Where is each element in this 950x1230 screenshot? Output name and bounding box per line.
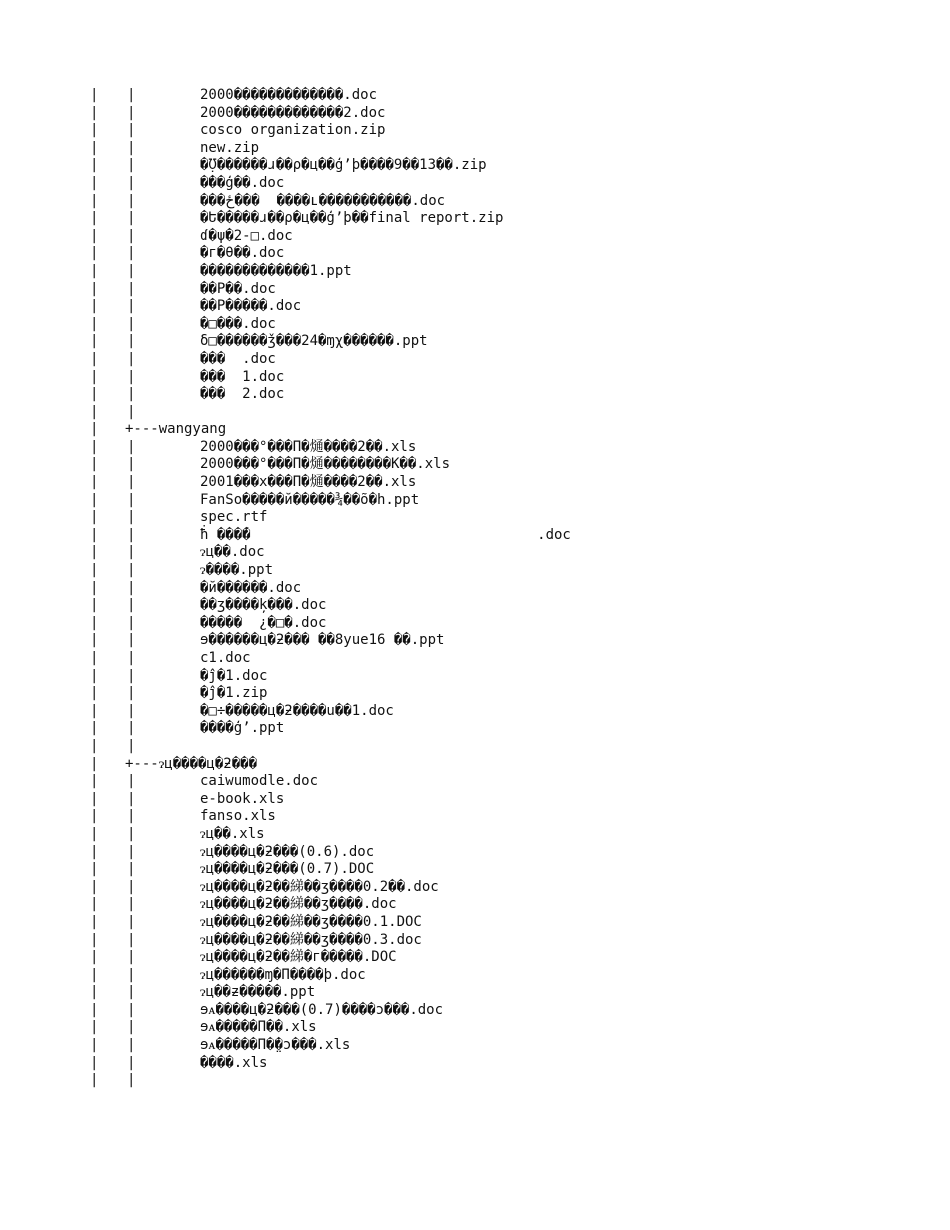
tree-branch-inner: | bbox=[127, 526, 136, 543]
file-name: 2000�������������2.doc bbox=[200, 104, 386, 121]
file-name: ɂц������ɱ�Π����þ.doc bbox=[200, 966, 366, 983]
file-row bbox=[90, 281, 930, 299]
tree-branch-outer: | bbox=[90, 368, 99, 385]
tree-branch-inner: | bbox=[127, 298, 136, 315]
file-name: ɘᴀ�����Π�̤̇�ɔ���.xls bbox=[200, 1037, 351, 1054]
tree-branch-inner: | bbox=[127, 913, 136, 930]
tree-branch-outer: | bbox=[90, 843, 99, 860]
tree-branch-inner: | bbox=[127, 773, 136, 790]
tree-branch-outer: | bbox=[90, 632, 99, 649]
folder-row bbox=[90, 421, 930, 439]
file-name: 2000�������������.doc bbox=[200, 87, 378, 103]
tree-branch-inner: | bbox=[127, 579, 136, 596]
file-row bbox=[90, 949, 930, 967]
tree-branch-outer: | bbox=[90, 456, 99, 473]
file-name: ɂц����ц�ƻ���(0.7).DOC bbox=[200, 861, 375, 878]
tree-branch-inner: | bbox=[127, 737, 136, 754]
tree-branch-outer: | bbox=[90, 1001, 99, 1018]
tree-branch-outer: | bbox=[90, 825, 99, 842]
tree-branch-inner: | bbox=[127, 280, 136, 297]
tree-branch-inner: | bbox=[127, 702, 136, 719]
tree-branch-outer: | bbox=[90, 210, 99, 227]
directory-tree bbox=[90, 87, 930, 1090]
file-row bbox=[90, 1055, 930, 1073]
file-row bbox=[90, 456, 930, 474]
file-row bbox=[90, 175, 930, 193]
tree-branch-outer: | bbox=[90, 139, 99, 156]
file-name: ��Р��.doc bbox=[200, 280, 276, 297]
file-name: ��Р�����.doc bbox=[200, 298, 302, 315]
tree-branch-outer: | bbox=[90, 737, 99, 754]
tree-branch-outer: | bbox=[90, 438, 99, 455]
tree-branch-outer: | bbox=[90, 755, 99, 772]
tree-branch-outer: | bbox=[90, 1072, 99, 1089]
file-row bbox=[90, 509, 930, 527]
tree-branch-inner: | bbox=[127, 350, 136, 367]
file-row bbox=[90, 932, 930, 950]
tree-branch-inner: | bbox=[127, 509, 136, 526]
file-row bbox=[90, 210, 930, 228]
file-row bbox=[90, 140, 930, 158]
folder-name: +---wangyang bbox=[125, 421, 227, 438]
tree-branch-inner: | bbox=[127, 720, 136, 737]
file-name: ɂц����ц�ƻ��綈��ʒ����0.1.DOC bbox=[200, 913, 422, 930]
file-name: spec.rtf bbox=[200, 509, 268, 526]
tree-branch-outer: | bbox=[90, 280, 99, 297]
file-row bbox=[90, 844, 930, 862]
tree-branch-inner: | bbox=[127, 386, 136, 403]
file-row bbox=[90, 826, 930, 844]
file-row bbox=[90, 369, 930, 387]
tree-branch-inner: | bbox=[127, 104, 136, 121]
tree-branch-inner: | bbox=[127, 245, 136, 262]
file-name: �Ե�����ɹ��ρ�ц��ģʼþ��final report.zip bbox=[200, 210, 504, 227]
tree-branch-outer: | bbox=[90, 526, 99, 543]
file-row bbox=[90, 157, 930, 175]
tree-branch-inner: | bbox=[127, 456, 136, 473]
tree-branch-outer: | bbox=[90, 544, 99, 561]
tree-branch-inner: | bbox=[127, 368, 136, 385]
file-row bbox=[90, 562, 930, 580]
tree-branch-outer: | bbox=[90, 773, 99, 790]
file-name: ɂц��.doc bbox=[200, 544, 265, 561]
tree-branch-outer: | bbox=[90, 808, 99, 825]
tree-branch-outer: | bbox=[90, 104, 99, 121]
file-row bbox=[90, 87, 930, 105]
tree-branch-outer: | bbox=[90, 597, 99, 614]
file-name: ɂц����ц�ƻ��綈��ʒ����0.3.doc bbox=[200, 931, 422, 948]
tree-branch-inner: | bbox=[127, 210, 136, 227]
tree-branch-outer: | bbox=[90, 579, 99, 596]
file-name: caiwumodle.doc bbox=[200, 773, 319, 790]
file-row bbox=[90, 1019, 930, 1037]
file-row bbox=[90, 861, 930, 879]
tree-branch-outer: | bbox=[90, 949, 99, 966]
tree-branch-outer: | bbox=[90, 1054, 99, 1071]
file-row bbox=[90, 333, 930, 351]
folder-row bbox=[90, 756, 930, 774]
file-row bbox=[90, 984, 930, 1002]
tree-branch-inner: | bbox=[127, 227, 136, 244]
tree-branch-outer: | bbox=[90, 298, 99, 315]
file-name: ��� 2.doc bbox=[200, 386, 285, 403]
tree-branch-inner: | bbox=[127, 667, 136, 684]
file-row bbox=[90, 105, 930, 123]
file-row bbox=[90, 685, 930, 703]
file-row bbox=[90, 386, 930, 404]
file-row bbox=[90, 896, 930, 914]
file-name: �г�θ��.doc bbox=[200, 245, 285, 262]
tree-branch-inner: | bbox=[127, 949, 136, 966]
file-name: ɘᴀ����ц�ƻ���(0.7)����ɔ���.doc bbox=[200, 1001, 444, 1018]
tree-branch-inner: | bbox=[127, 597, 136, 614]
file-row bbox=[90, 580, 930, 598]
file-name: �й������.doc bbox=[200, 579, 302, 596]
tree-branch-outer: | bbox=[90, 685, 99, 702]
tree-branch-outer: | bbox=[90, 913, 99, 930]
file-name: ɂ����.ppt bbox=[200, 562, 273, 579]
file-name: ɗ�ψ�2-□.doc bbox=[200, 227, 293, 244]
file-name: ɂц��.xls bbox=[200, 825, 265, 842]
file-row bbox=[90, 632, 930, 650]
file-name: ɘ������ц�ƻ��� ��8yue16 ��.ppt bbox=[200, 632, 445, 649]
tree-branch-inner: | bbox=[127, 1019, 136, 1036]
file-row bbox=[90, 914, 930, 932]
file-name: ����ģʼ.ppt bbox=[200, 720, 285, 737]
file-name: ɂц����ц�ƻ��綈��ʒ����.doc bbox=[200, 896, 397, 913]
tree-branch-inner: | bbox=[127, 562, 136, 579]
file-name: fanso.xls bbox=[200, 808, 276, 825]
tree-branch-outer: | bbox=[90, 386, 99, 403]
file-row bbox=[90, 245, 930, 263]
file-row bbox=[90, 808, 930, 826]
tree-branch-inner: | bbox=[127, 650, 136, 666]
file-row bbox=[90, 668, 930, 686]
file-name: ɂц��ƶ�����.ppt bbox=[200, 984, 316, 1001]
file-row bbox=[90, 351, 930, 369]
file-row bbox=[90, 474, 930, 492]
tree-branch-outer: | bbox=[90, 1019, 99, 1036]
tree-branch-inner: | bbox=[127, 790, 136, 807]
tree-branch-inner: | bbox=[127, 685, 136, 702]
file-name: �̣Ʊ������ɹ��ρ�ц��ģʼþ����9��13��.zip bbox=[200, 157, 487, 174]
file-name: ��� .doc bbox=[200, 350, 276, 367]
file-name: �������������1.ppt bbox=[200, 262, 352, 279]
file-name: ɂц����ц�ƻ���(0.6).doc bbox=[200, 843, 375, 860]
connector-row bbox=[90, 1072, 930, 1090]
file-name: ���ځ��� ����ʟ�����������.doc bbox=[200, 192, 446, 209]
file-name: ɂц����ц�ƻ��綈��ʒ����0.2��.doc bbox=[200, 878, 439, 895]
tree-branch-outer: | bbox=[90, 790, 99, 807]
tree-branch-outer: | bbox=[90, 966, 99, 983]
tree-branch-inner: | bbox=[127, 315, 136, 332]
file-name: �ĵ�1.doc bbox=[200, 667, 268, 684]
tree-branch-outer: | bbox=[90, 878, 99, 895]
tree-branch-outer: | bbox=[90, 667, 99, 684]
file-name: �ĵ�1.zip bbox=[200, 685, 268, 702]
tree-branch-inner: | bbox=[127, 474, 136, 491]
file-name: FanSo�����й�����¾��õ�h.ppt bbox=[200, 491, 420, 508]
file-row bbox=[90, 193, 930, 211]
file-name: ẟ□������ǯ���24�ɱχ������.ppt bbox=[200, 333, 428, 350]
file-name: ����.xls bbox=[200, 1054, 268, 1071]
file-row bbox=[90, 650, 930, 668]
tree-branch-inner: | bbox=[127, 861, 136, 878]
tree-branch-outer: | bbox=[90, 122, 99, 139]
tree-branch-inner: | bbox=[127, 825, 136, 842]
tree-branch-outer: | bbox=[90, 562, 99, 579]
tree-branch-outer: | bbox=[90, 87, 99, 103]
tree-branch-outer: | bbox=[90, 474, 99, 491]
file-row bbox=[90, 122, 930, 140]
file-name: new.zip bbox=[200, 139, 260, 156]
tree-branch-outer: | bbox=[90, 192, 99, 209]
tree-branch-inner: | bbox=[127, 843, 136, 860]
tree-branch-outer: | bbox=[90, 896, 99, 913]
file-row bbox=[90, 544, 930, 562]
tree-branch-inner: | bbox=[127, 87, 136, 103]
tree-branch-inner: | bbox=[127, 139, 136, 156]
tree-branch-inner: | bbox=[127, 192, 136, 209]
tree-branch-outer: | bbox=[90, 315, 99, 332]
file-row bbox=[90, 597, 930, 615]
tree-branch-inner: | bbox=[127, 544, 136, 561]
file-row bbox=[90, 492, 930, 510]
file-name: 2001���х���Π�熥����2��.xls bbox=[200, 474, 417, 491]
tree-branch-outer: | bbox=[90, 861, 99, 878]
tree-branch-inner: | bbox=[127, 614, 136, 631]
tree-branch-outer: | bbox=[90, 491, 99, 508]
tree-branch-outer: | bbox=[90, 174, 99, 191]
tree-branch-inner: | bbox=[127, 632, 136, 649]
file-row bbox=[90, 967, 930, 985]
file-name: 2000���°���Π�熥��������Κ��.xls bbox=[200, 456, 451, 473]
tree-branch-outer: | bbox=[90, 720, 99, 737]
tree-branch-inner: | bbox=[127, 1072, 136, 1089]
tree-branch-outer: | bbox=[90, 931, 99, 948]
tree-branch-outer: | bbox=[90, 509, 99, 526]
file-row bbox=[90, 720, 930, 738]
file-name: �̇��ģ��.doc bbox=[200, 174, 285, 191]
tree-branch-outer: | bbox=[90, 157, 99, 174]
file-name: ɂц����ц�ƻ��綈�г�����.DOC bbox=[200, 949, 397, 966]
file-row bbox=[90, 228, 930, 246]
tree-branch-inner: | bbox=[127, 966, 136, 983]
tree-branch-outer: | bbox=[90, 421, 99, 438]
file-name: с1.doc bbox=[200, 650, 251, 666]
tree-branch-inner: | bbox=[127, 896, 136, 913]
tree-branch-inner: | bbox=[127, 1054, 136, 1071]
tree-branch-inner: | bbox=[127, 491, 136, 508]
file-row bbox=[90, 527, 930, 545]
file-row bbox=[90, 1002, 930, 1020]
tree-branch-inner: | bbox=[127, 262, 136, 279]
file-row bbox=[90, 439, 930, 457]
file-row bbox=[90, 879, 930, 897]
tree-branch-inner: | bbox=[127, 1001, 136, 1018]
tree-branch-outer: | bbox=[90, 984, 99, 1001]
file-name: ��ʒ����ķ���.doc bbox=[200, 597, 327, 614]
file-name: cosco organization.zip bbox=[200, 122, 386, 139]
file-row bbox=[90, 703, 930, 721]
tree-branch-outer: | bbox=[90, 614, 99, 631]
file-name: �□���.doc bbox=[200, 315, 276, 332]
file-row bbox=[90, 263, 930, 281]
file-row bbox=[90, 791, 930, 809]
tree-branch-outer: | bbox=[90, 262, 99, 279]
tree-branch-inner: | bbox=[127, 984, 136, 1001]
file-name: 2000���°���Π�熥����2��.xls bbox=[200, 438, 417, 455]
tree-branch-inner: | bbox=[127, 157, 136, 174]
tree-branch-inner: | bbox=[127, 1037, 136, 1054]
file-name: e-book.xls bbox=[200, 790, 285, 807]
tree-branch-outer: | bbox=[90, 702, 99, 719]
tree-branch-inner: | bbox=[127, 403, 136, 420]
tree-branch-inner: | bbox=[127, 438, 136, 455]
file-row bbox=[90, 615, 930, 633]
file-row bbox=[90, 773, 930, 791]
connector-row bbox=[90, 404, 930, 422]
tree-branch-outer: | bbox=[90, 350, 99, 367]
file-row bbox=[90, 1037, 930, 1055]
tree-branch-outer: | bbox=[90, 403, 99, 420]
tree-branch-inner: | bbox=[127, 808, 136, 825]
file-name: ħ̇ ���́� .doc bbox=[200, 526, 571, 543]
tree-branch-outer: | bbox=[90, 333, 99, 350]
file-name: ��� 1.doc bbox=[200, 368, 285, 385]
tree-branch-outer: | bbox=[90, 650, 99, 666]
tree-branch-outer: | bbox=[90, 245, 99, 262]
file-row bbox=[90, 316, 930, 334]
tree-branch-inner: | bbox=[127, 878, 136, 895]
tree-branch-inner: | bbox=[127, 333, 136, 350]
tree-branch-inner: | bbox=[127, 174, 136, 191]
file-name: ɘᴀ�����Π��.xls bbox=[200, 1019, 317, 1036]
tree-branch-inner: | bbox=[127, 931, 136, 948]
connector-row bbox=[90, 738, 930, 756]
file-name: �□÷�����ц�ƻ����u��1.doc bbox=[200, 702, 394, 719]
tree-branch-outer: | bbox=[90, 1037, 99, 1054]
folder-name: +---ɂц����ц�ƻ��� bbox=[125, 755, 257, 772]
tree-branch-outer: | bbox=[90, 227, 99, 244]
file-name: ����� ¿�□�.doc bbox=[200, 614, 327, 631]
file-row bbox=[90, 298, 930, 316]
tree-branch-inner: | bbox=[127, 122, 136, 139]
